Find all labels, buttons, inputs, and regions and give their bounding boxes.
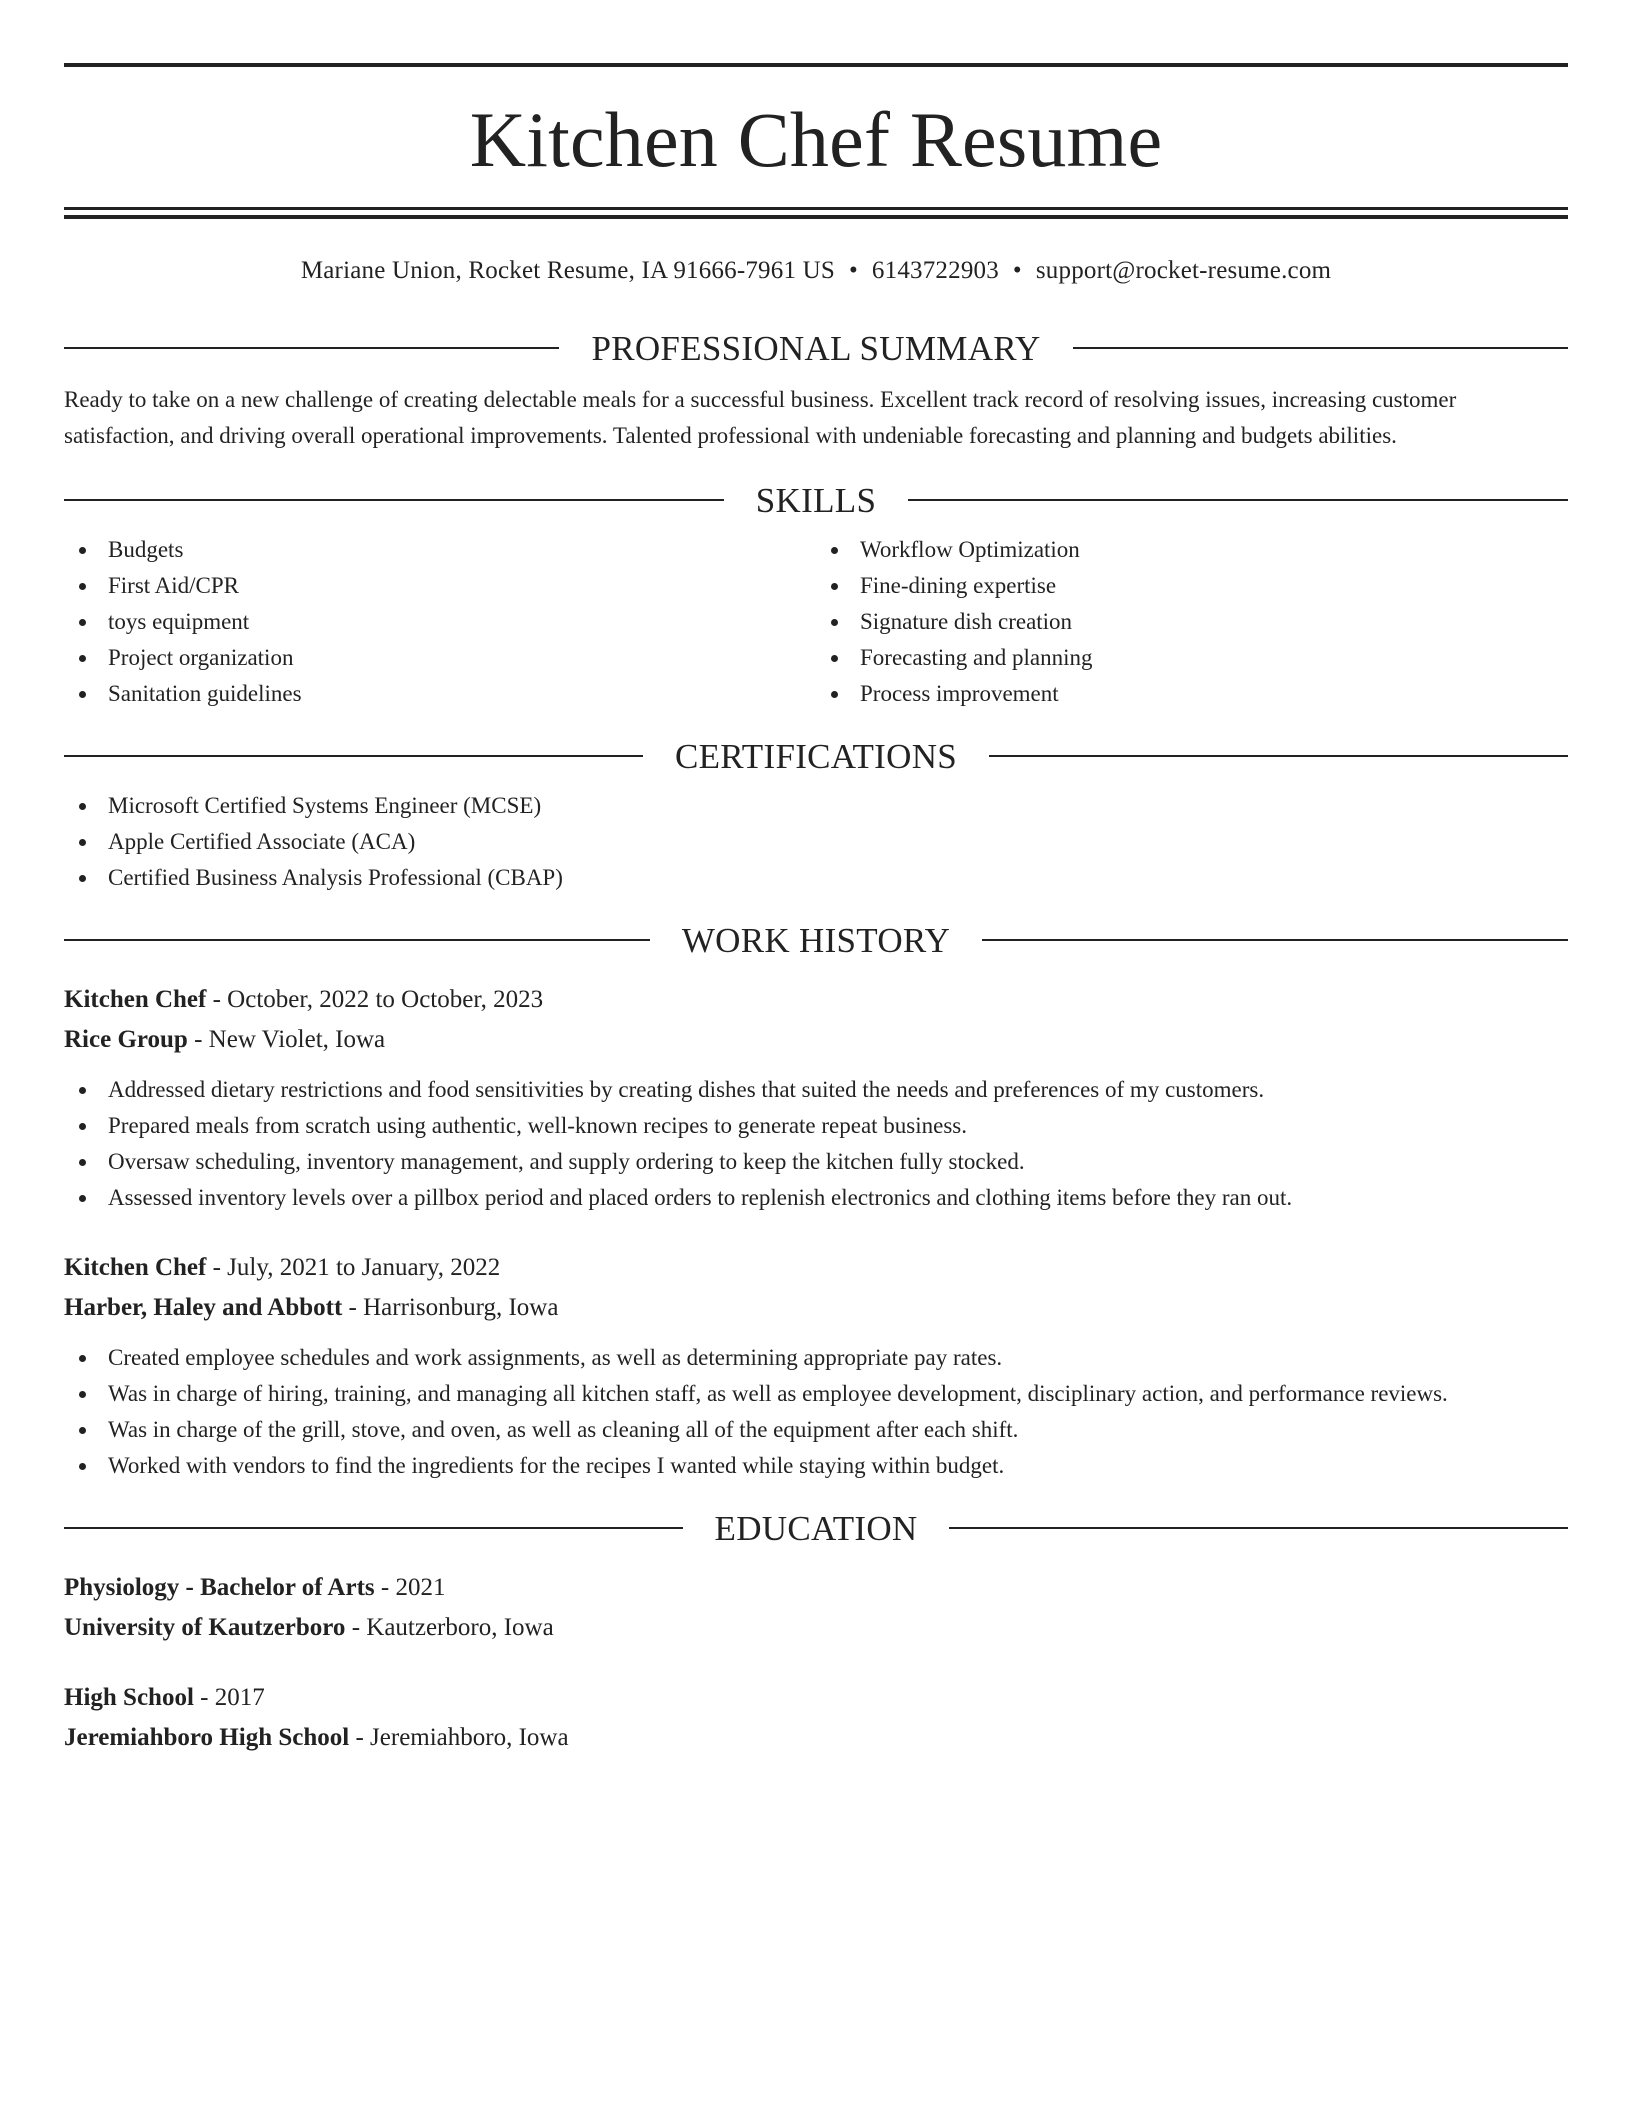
contact-email: support@rocket-resume.com xyxy=(1035,257,1332,284)
skill-item: Workflow Optimization xyxy=(816,532,1568,568)
education-entry xyxy=(64,1568,1568,1648)
section-heading-work xyxy=(64,920,1568,960)
education-year: - 2017 xyxy=(193,1684,265,1711)
skills-column-left xyxy=(64,532,816,712)
job-dates: - July, 2021 to January, 2022 xyxy=(206,1254,501,1281)
job-title: Kitchen Chef xyxy=(64,1254,207,1281)
job-location: - Harrisonburg, Iowa xyxy=(342,1294,559,1321)
contact-separator: • xyxy=(848,257,858,284)
education-school: University of Kautzerboro xyxy=(64,1614,346,1641)
heading-rule xyxy=(908,499,1568,501)
certification-item: Microsoft Certified Systems Engineer (MCSE) xyxy=(64,788,1568,824)
job-bullet: Prepared meals from scratch using authentic, well-known recipes to generate repeat business. xyxy=(64,1108,1568,1144)
education-degree-line xyxy=(64,1678,1568,1718)
heading-rule xyxy=(64,1527,683,1529)
job-company-line xyxy=(64,1288,1568,1328)
section-title-certifications: CERTIFICATIONS xyxy=(674,736,958,776)
heading-rule xyxy=(982,939,1568,941)
heading-rule xyxy=(64,499,724,501)
education-location: - Kautzerboro, Iowa xyxy=(345,1614,554,1641)
section-heading-education xyxy=(64,1508,1568,1548)
section-title-work: WORK HISTORY xyxy=(681,920,951,960)
skill-item: Process improvement xyxy=(816,676,1568,712)
section-heading-summary xyxy=(64,328,1568,368)
section-heading-certifications xyxy=(64,736,1568,776)
education-school-line xyxy=(64,1608,1568,1648)
job-location: - New Violet, Iowa xyxy=(187,1026,386,1053)
education-entry xyxy=(64,1678,1568,1758)
job-title: Kitchen Chef xyxy=(64,986,207,1013)
certification-item: Apple Certified Associate (ACA) xyxy=(64,824,1568,860)
section-title-skills: SKILLS xyxy=(755,480,877,520)
heading-rule xyxy=(1073,347,1568,349)
job-company: Rice Group xyxy=(64,1026,188,1053)
skill-item: First Aid/CPR xyxy=(64,568,816,604)
contact-phone: 6143722903 xyxy=(871,257,999,284)
job-bullets xyxy=(64,1072,1568,1216)
heading-rule xyxy=(949,1527,1568,1529)
job-bullet: Worked with vendors to find the ingredients for the recipes I wanted while staying within budget. xyxy=(64,1448,1568,1484)
education-degree-line xyxy=(64,1568,1568,1608)
skill-item: Forecasting and planning xyxy=(816,640,1568,676)
job-bullet: Was in charge of the grill, stove, and oven, as well as cleaning all of the equipment after each shift. xyxy=(64,1412,1568,1448)
skill-item: toys equipment xyxy=(64,604,816,640)
heading-rule xyxy=(989,755,1568,757)
skill-item: Signature dish creation xyxy=(816,604,1568,640)
job-bullet: Assessed inventory levels over a pillbox period and placed orders to replenish electronics and clothing items before they ran out. xyxy=(64,1180,1568,1216)
education-school: Jeremiahboro High School xyxy=(64,1724,350,1751)
skills-grid xyxy=(64,532,1568,712)
section-heading-skills xyxy=(64,480,1568,520)
resume-title: Kitchen Chef Resume xyxy=(469,96,1163,183)
section-title-summary: PROFESSIONAL SUMMARY xyxy=(591,328,1041,368)
job-bullet: Addressed dietary restrictions and food sensitivities by creating dishes that suited the needs and preferences of my customers. xyxy=(64,1072,1568,1108)
job-title-line xyxy=(64,980,1568,1020)
contact-line xyxy=(64,258,1568,290)
job-entry xyxy=(64,1248,1568,1484)
job-dates: - October, 2022 to October, 2023 xyxy=(206,986,544,1013)
skill-item: Project organization xyxy=(64,640,816,676)
section-title-education: EDUCATION xyxy=(714,1508,918,1548)
job-company: Harber, Haley and Abbott xyxy=(64,1294,343,1321)
job-bullet: Created employee schedules and work assignments, as well as determining appropriate pay rates. xyxy=(64,1340,1568,1376)
summary-text: Ready to take on a new challenge of creating delectable meals for a successful business. Excellent track record of resolving issues, increasing customer satisfaction, and driving overall operational improvements. Talented professional with undeniable forecasting and planning and budgets abilities. xyxy=(64,387,1457,448)
education-degree: High School xyxy=(64,1684,194,1711)
certifications-list xyxy=(64,788,1568,896)
job-bullets xyxy=(64,1340,1568,1484)
education-degree: Physiology - Bachelor of Arts xyxy=(64,1574,375,1601)
job-company-line xyxy=(64,1020,1568,1060)
contact-separator: • xyxy=(1012,257,1022,284)
title-double-rule xyxy=(64,207,1568,219)
skill-item: Fine-dining expertise xyxy=(816,568,1568,604)
education-location: - Jeremiahboro, Iowa xyxy=(349,1724,569,1751)
education-school-line xyxy=(64,1718,1568,1758)
skills-column-right xyxy=(816,532,1568,712)
heading-rule xyxy=(64,939,650,941)
job-entry xyxy=(64,980,1568,1216)
skill-item: Sanitation guidelines xyxy=(64,676,816,712)
contact-address: Mariane Union, Rocket Resume, IA 91666-7961 US xyxy=(300,257,835,284)
heading-rule xyxy=(64,347,559,349)
skill-item: Budgets xyxy=(64,532,816,568)
certification-item: Certified Business Analysis Professional (CBAP) xyxy=(64,860,1568,896)
job-title-line xyxy=(64,1248,1568,1288)
job-bullet: Was in charge of hiring, training, and managing all kitchen staff, as well as employee development, disciplinary action, and performance reviews. xyxy=(64,1376,1568,1412)
heading-rule xyxy=(64,755,643,757)
job-bullet: Oversaw scheduling, inventory management, and supply ordering to keep the kitchen fully stocked. xyxy=(64,1144,1568,1180)
education-year: - 2021 xyxy=(374,1574,446,1601)
